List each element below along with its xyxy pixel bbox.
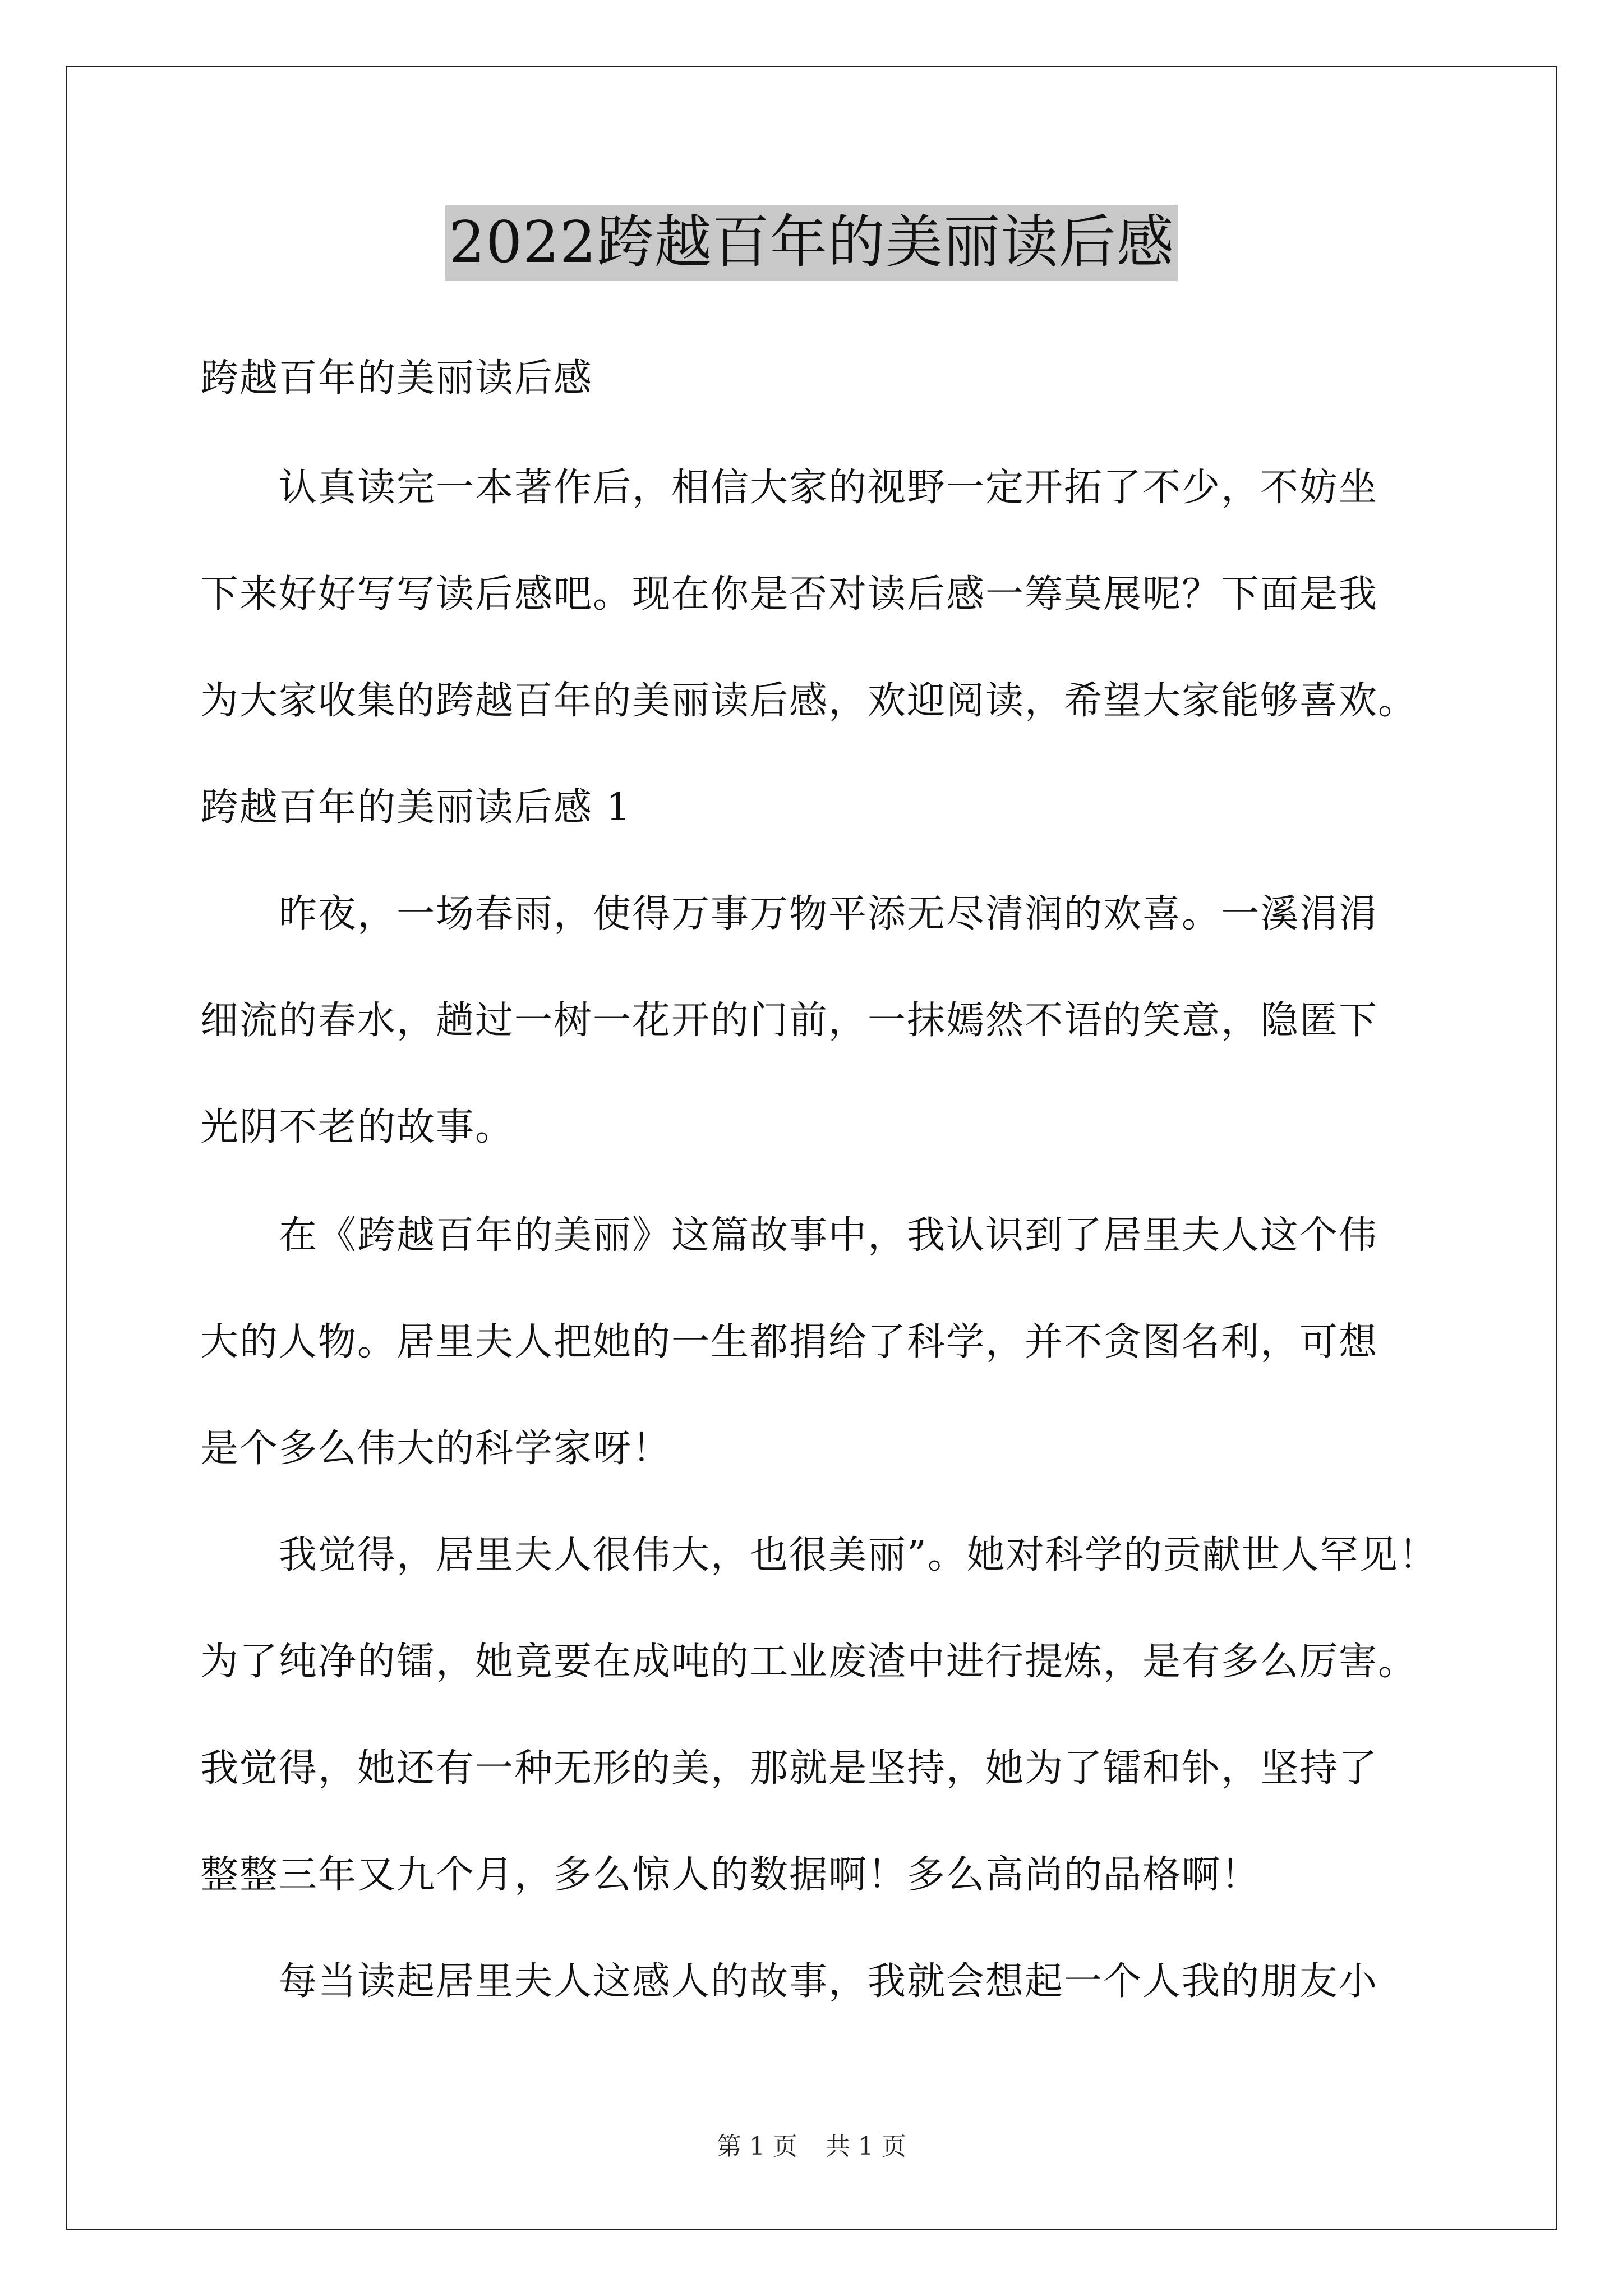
para1-line-1: 昨夜，一场春雨，使得万事万物平添无尽清润的欢喜。一溪涓涓	[279, 892, 1378, 936]
page-number: 第 1 页	[717, 2132, 797, 2161]
intro-line-3: 为大家收集的跨越百年的美丽读后感，欢迎阅读，希望大家能够喜欢。	[200, 679, 1418, 723]
para3-line-1: 我觉得，居里夫人很伟大，也很美丽”。她对科学的贡献世人罕见！	[279, 1533, 1438, 1577]
subtitle: 跨越百年的美丽读后感	[200, 356, 593, 401]
intro-line-1: 认真读完一本著作后，相信大家的视野一定开拓了不少，不妨坐	[279, 466, 1378, 510]
para3-line-2: 为了纯净的镭，她竟要在成吨的工业废渣中进行提炼，是有多么厉害。	[200, 1640, 1418, 1684]
intro-line-2: 下来好好写写读后感吧。现在你是否对读后感一筹莫展呢？下面是我	[200, 572, 1378, 616]
section-heading: 跨越百年的美丽读后感 1	[200, 785, 631, 830]
para2-line-1: 在《跨越百年的美丽》这篇故事中，我认识到了居里夫人这个伟	[279, 1213, 1378, 1258]
para2-line-2: 大的人物。居里夫人把她的一生都捐给了科学，并不贪图名利，可想	[200, 1320, 1378, 1364]
document-title: 2022跨越百年的美丽读后感	[445, 205, 1178, 281]
para3-line-3: 我觉得，她还有一种无形的美，那就是坚持，她为了镭和钋，坚持了	[200, 1746, 1378, 1791]
para3-line-4: 整整三年又九个月，多么惊人的数据啊！多么高尚的品格啊！	[200, 1853, 1261, 1897]
para1-line-3: 光阴不老的故事。	[200, 1105, 515, 1149]
para2-line-3: 是个多么伟大的科学家呀！	[200, 1427, 672, 1471]
title-container	[0, 205, 1623, 281]
para4-line-1: 每当读起居里夫人这感人的故事，我就会想起一个人我的朋友小	[279, 1959, 1378, 2004]
para1-line-2: 细流的春水，趟过一树一花开的门前，一抹嫣然不语的笑意，隐匿下	[200, 999, 1378, 1043]
page-total: 共 1 页	[826, 2132, 906, 2161]
page-footer	[0, 2126, 1623, 2162]
